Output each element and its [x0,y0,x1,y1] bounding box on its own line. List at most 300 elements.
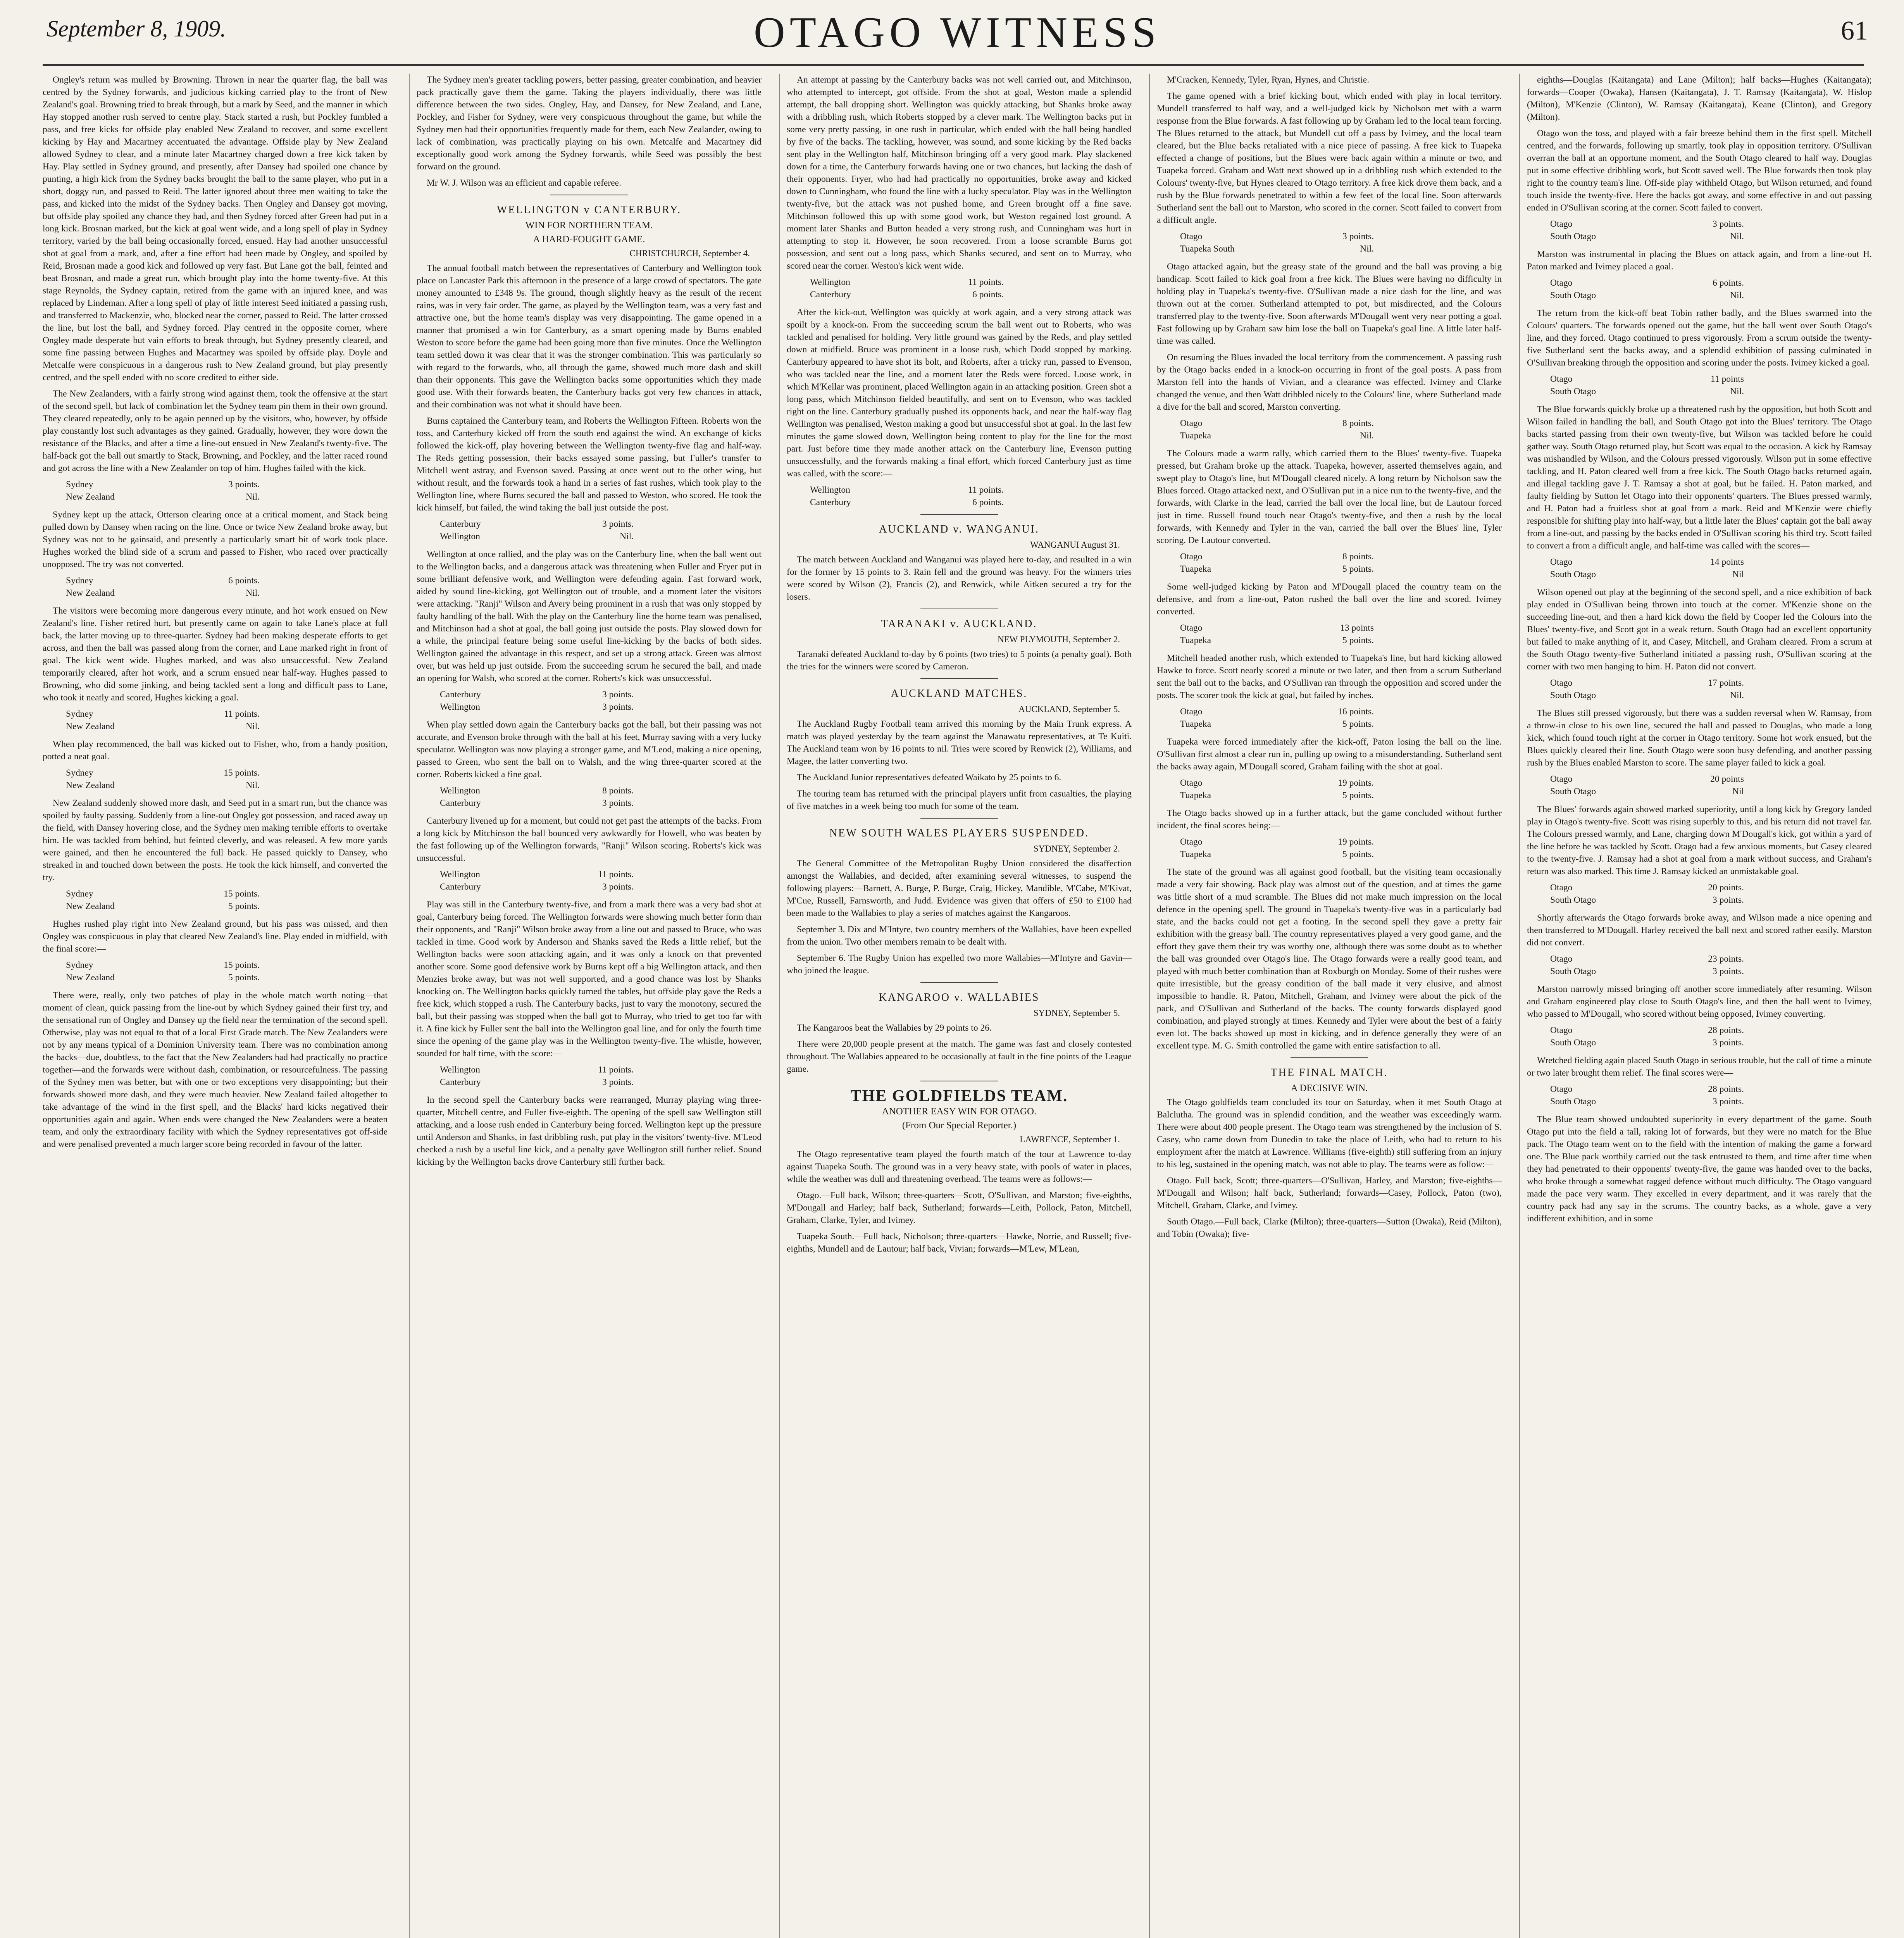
article-paragraph: The Otago goldfields team concluded its tour on Saturday, when it met South Otago at Balclutha. The ground was in splendid condition, and the weather was exceedingly warm. There were about 400 people present. The Otago team was strengthened by the inclusion of S. Casey, who came down from Dunedin to take the place of Leith, who had to return to his employment after the match at Lawrence. Williams (five-eighth) still suffering from an injury to his leg, sustained in the opening match, was not able to play. The teams were as follow:— [1157,1097,1502,1169]
column-divider [1149,74,1150,1938]
team-score: Nil. [1360,431,1374,441]
article-paragraph: September 6. The Rugby Union has expelled two more Wallabies—M'Intyre and Gavin—who joined the league. [787,953,1132,976]
score-row [66,779,260,791]
team-score: Nil. [246,721,260,731]
article-paragraph: The annual football match between the representatives of Canterbury and Wellington took place on Lancaster Park this afternoon in the presence of a large crowd of spectators. The gate money amounted to £348 9s. The ground, though slightly heavy as the result of the recent rains, was in very fair order. The game, as played by the Wellington team, was a very fast and attractive one, but the home team's display was very disappointing. The game opened in a manner that promised a win for Canterbury, as a smart opening made by Burns enabled Weston to score before the game had been going more than five minutes. Once the Wellington team settled down it was clear that it was the stronger combination. This was particularly so with regard to the forwards, who, all through the game, showed much more dash and skill than their opponents. This gave the Wellington backs some opportunities which they made good use. With their forwards beaten, the Canterbury backs got very few chances in attack, and their combination was not what it should have been. [417,263,762,410]
column-divider [1519,74,1520,1938]
score-table [66,959,388,984]
team-name: Otago [1550,883,1573,893]
dateline: SYDNEY, September 2. [1033,844,1120,853]
score-table [1550,1083,1872,1108]
section-heading: KANGAROO v. WALLABIES [879,991,1040,1003]
score-row [66,574,260,587]
score-row [1550,1024,1744,1036]
team-score: 3 points. [602,702,634,712]
section-heading: (From Our Special Reporter.) [902,1120,1017,1131]
column-4 [1157,74,1502,1938]
article-paragraph: The state of the ground was all against good football, but the visiting team occasionally made a very fair showing. Back play was almost out of the question, and at times the game was little short of a mud scramble. The Blues did not make much impression on the local defence in the opening spell. The ground in Tuapeka's twenty-five was in a particularly bad state, and the backs could not get a footing. In the second spell they gave a pretty fair exhibition with the greasy ball. The country representatives played a very good game, and the effort they gave them their try was worthy one, although there was some doubt as to whether the ball was grounded over Otago's line. The Otago forwards were a really good team, and played with much better combination than at Roxburgh on Monday. Some of their rushes were quite irresistible, but the greasy condition of the ball made it very elusive, and almost impossible to handle. R. Paton, Mitchell, Graham, and Ivimey were about the pick of the pack, and O'Sullivan and Sutherland of the backs. The county forwards displayed good combination, and played strongly at times. Kennedy and Tyler were about the best of a fairly even lot. The backs showed up most in kicking, and in defence generally they were of an excellent type. M. G. Smith controlled the game with entire satisfaction to all. [1157,867,1502,1051]
team-name: Canterbury [440,519,481,529]
section-rule [1291,1057,1368,1058]
team-score: 6 points. [972,290,1004,300]
team-name: Otago [1550,557,1573,567]
section-heading: THE GOLDFIELDS TEAM. [850,1087,1068,1105]
article-paragraph: Play was still in the Canterbury twenty-five, and from a mark there was a very bad shot at goal, Canterbury being forced. The Wellington forwards were showing much better form than their opponents, and "Ranji" Wilson broke away from a line out and passed to Bruce, who was tackled in time. Good work by Anderson and Shanks saved the Reds a little relief, but the Wellington backs were soon attacking again, and it was only a knock on that prevented another score. Some good defensive work by Burns kept off a big Wellington attack, and then Menzies broke away, but was not well supported, and a good chance was lost by Shanks knocking on. The Wellington backs quickly turned the tables, but offside play gave the Reds a free kick, which stopped a rush. The Canterbury backs, just to vary the monotony, secured the ball, but their passing was stopped when the ball got to Murray, who tried to get too far with it. A fine kick by Fuller sent the ball into the Wellington goal line, and for only the fourth time since the opening of the game play was in the Wellington twenty-five. The whistle, however, sounded for half time, with the score:— [417,900,762,1059]
column-1 [43,74,388,1938]
team-score: 3 points. [1713,966,1744,976]
team-score: 5 points. [1342,849,1374,859]
team-name: Canterbury [440,882,481,892]
team-name: South Otago [1550,895,1596,905]
team-name: Sydney [66,960,93,970]
article-paragraph: The Otago representative team played the fourth match of the tour at Lawrence to-day against Tuapeka South. The ground was in a very heavy state, with pools of water in places, while the weather was dull and threatening overhead. The teams were as follows:— [787,1149,1132,1184]
team-name: Tuapeka [1180,564,1211,574]
team-name: Wellington [440,1065,480,1075]
team-name: New Zealand [66,780,115,790]
article-paragraph: Mr W. J. Wilson was an efficient and capable referee. [427,178,621,188]
score-row [1180,777,1374,789]
team-name: Sydney [66,889,93,899]
team-score: Nil. [1730,290,1744,300]
team-score: 15 points. [224,768,260,778]
team-score: 3 points. [602,690,634,700]
team-score: 20 points. [1708,883,1744,893]
dateline: AUCKLAND, September 5. [1018,704,1120,714]
dateline: SYDNEY, September 5. [1033,1008,1120,1018]
score-table [66,478,388,503]
team-score: 8 points. [602,786,634,796]
article-paragraph: The Blue forwards quickly broke up a threatened rush by the opposition, but both Scott and Wilson failed in handling the ball, and South Otago got into the Blues' territory. The Otago backs started passing from their own twenty-five, but Wilson was tackled before he could gather way. South Otago returned play, but Scott was equal to the occasion. A kick by Ramsay was mishandled by Wilson, and the Colours pressed vigorously. Wilson put in some effective tackling, and H. Paton cleared well from a free kick. The South Otago backs returned again, and illegal tackling gave J. T. Ramsay a shot at goal, but he failed. H. Paton marked, and faulty fielding by Sutton let Otago into their opponents' quarters. The Blues pressed warmly, and H. Paton had a fruitless shot at goal from a mark. Reid and M'Kenzie were chiefly responsible for shifting play into half-way, but a little later the Blues' captain got the ball away from a line-out, and passing by the backs ended in O'Sullivan scoring his third try. Scott failed to convert a from a difficult angle, and half-time was called with the scores— [1527,404,1872,551]
team-score: 11 points. [598,869,634,879]
score-row [810,496,1004,509]
score-row [1180,417,1374,429]
section-heading: AUCKLAND MATCHES. [891,688,1028,700]
article-paragraph: The return from the kick-off beat Tobin rather badly, and the Blues swarmed into the Colours' quarters. The forwards opened out the game, but the ball went over South Otago's line, and they forced. Otago continued to press vigorously. From a scrum outside the twenty-five Sutherland sent the backs away, and a splendid exhibition of passing culminated in O'Sullivan breaking through the opposition and scoring under the posts. Ivimey kicked a goal. [1527,308,1872,368]
team-name: Otago [1180,552,1203,562]
section-heading: TARANAKI v. AUCKLAND. [881,618,1037,630]
score-row [440,1076,634,1088]
article-paragraph: The Colours made a warm rally, which carried them to the Blues' twenty-five. Tuapeka pressed, but Graham broke up the attack. Tuapeka, however, asserted themselves again, and swept play to Otago's line, but M'Dougall cleared nicely. A long return by Nicholson saw the Blues forced. Otago attacked next, and O'Sullivan put in a nice run to the twenty-five, and the forwards, with Clarke in the lead, carried the ball over the local line, but de Lautour forced just in time. Russell found touch near Otago's twenty-five, and then a rush by the local forwards, with Kennedy and Tyler in the van, carried the ball over the Blues' line, Tyler scoring. De Lautour converted. [1157,448,1502,545]
team-name: Tuapeka [1180,790,1211,800]
team-name: Otago [1550,219,1573,229]
score-table [1550,277,1872,302]
article-paragraph: An attempt at passing by the Canterbury backs was not well carried out, and Mitchinson, who attempted to intercept, got offside. From the shot at goal, Weston made a splendid attempt, the ball dropping short. Wellington was quickly attacking, but Shanks broke away with a dribbling rush, which Roberts stopped by a clever mark. The Wellington backs put in some very pretty passing, in one rush in particular, which ended with the ball being handled by five of the backs. The tackling, however, was sound, and some kicking by the Red backs sent play in the Wellington half, Mitchinson bringing off a very good mark. Play slackened down for a time, the Canterbury forwards having one or two chances, but lacking the dash of their opponents. Fryer, who had had practically no opportunities, broke away and kicked down to Cunningham, who found the line with a lucky speculator. Play was in the Wellington twenty-five, but the attack was not pushed home, and Green brought off a fine save. Mitchinson followed this up with some good work, but Weston regained lost ground. A moment later Shanks and Button headed a very strong rush, and Cunningham was hurt in attempting to stop it. However, he soon recovered. From a loose scramble Burns got possession, and sent out a long pass, which Shanks secured, and sent on to Murray, who scored near the corner. Weston's kick went wide. [787,75,1132,271]
score-table [1180,777,1502,802]
article-paragraph: After the kick-out, Wellington was quickly at work again, and a very strong attack was spoilt by a knock-on. From the succeeding scrum the ball went out to Roberts, who was tackled and penalised for holding. Very little ground was gained by the Reds, and play settled down at midfield. Bruce was prominent in a loose rush, which Dodd stopped by marking. Canterbury appeared to have shot its bolt, and Roberts, after a tricky run, passed to Evenson, who was tackled near the line, and a moment later the Reds were forced. Loose work, in which M'Kellar was prominent, placed Wellington again in an attacking position. Green shot a long pass, which Mitchinson fielded beautifully, and sent on to Evenson, who was tackled right on the line. Canterbury gradually pushed its opponents back, and near the half-way flag Wellington was penalised, Weston making a good but unsuccessful shot at goal. In the last few minutes the game slowed down, Wellington being content to play for the line for the most part. Just before time they made another attack on the Canterbury line, Evenson putting unsuccessfully, and the forwards making a final effort, which forced Canterbury just as time was called, with the score:— [787,307,1132,479]
team-name: Tuapeka [1180,719,1211,729]
team-score: 15 points. [224,960,260,970]
score-table [66,708,388,733]
score-row [66,900,260,912]
article-paragraph: The Auckland Rugby Football team arrived this morning by the Main Trunk express. A match was played yesterday by the team against the Manawatu representatives, at Te Kuiti. The Auckland team won by 16 points to nil. Tries were scored by Renwick (2), Williams, and Magee, the latter converting two. [787,719,1132,766]
score-table [1550,881,1872,906]
team-name: New Zealand [66,492,115,502]
section-heading: WIN FOR NORTHERN TEAM. [525,220,653,231]
article-paragraph: The Otago backs showed up in a further attack, but the game concluded without further incident, the final scores being:— [1157,808,1502,831]
team-score: 5 points. [1342,635,1374,645]
score-row [66,971,260,984]
team-score: 23 points. [1708,954,1744,964]
team-name: Otago [1180,623,1203,633]
score-table [1550,373,1872,398]
team-score: Nil. [1730,231,1744,241]
score-row [1550,373,1744,385]
team-name: South Otago [1550,690,1596,700]
score-table [440,1064,762,1088]
article-paragraph: The Kangaroos beat the Wallabies by 29 points to 26. [797,1023,992,1033]
team-score: 3 points. [602,519,634,529]
score-table [1550,677,1872,702]
article-paragraph: Wretched fielding again placed South Otago in serious trouble, but the call of time a minute or two later brought them relief. The final scores were— [1527,1055,1872,1078]
score-row [440,785,634,797]
score-table [810,484,1132,509]
team-name: Otago [1180,837,1203,847]
score-row [1550,385,1744,398]
team-score: 15 points. [224,889,260,899]
team-score: Nil. [246,780,260,790]
score-row [66,888,260,900]
article-paragraph: Mitchell headed another rush, which extended to Tuapeka's line, but hard kicking allowed Hawke to force. Scott nearly scored a minute or two later, and then from a scrum Sutherland sent the ball out to the backs, and O'Sullivan ran through the opposition and scored under the posts. The scorer took the kick at goal, but failed by inches. [1157,653,1502,700]
article-paragraph: Shortly afterwards the Otago forwards broke away, and Wilson made a nice opening and then transferred to M'Dougall. Harley received the ball next and scored rather easily. Marston did not convert. [1527,913,1872,948]
team-score: 3 points. [1342,231,1374,241]
team-score: 16 points. [1338,707,1374,717]
score-row [66,767,260,779]
score-row [810,276,1004,288]
section-heading: AUCKLAND v. WANGANUI. [879,523,1039,535]
article-paragraph: New Zealand suddenly showed more dash, and Seed put in a smart run, but the chance was spoiled by faulty passing. Suddenly from a line-out Ongley got possession, and raced away up the field, with Dansey hovering close, and the Sydney men making terrible efforts to overtake him. He was tackled from behind, but feinted cleverly, and was released. A few more yards were gained, and then he encountered the full back. He passed quickly to Dansey, who streaked in and touched down between the posts. He took the kick himself, and converted the try. [43,798,388,883]
team-score: Nil [1732,786,1744,797]
article-paragraph: Otago won the toss, and played with a fair breeze behind them in the first spell. Mitchell centred, and the forwards, following up smartly, took play in opposition territory. O'Sullivan overran the ball at an opportune moment, and the South Otago cleared to half way. Douglas put in some effective dribbling work, but Scott saved well. The Blue forwards then took play right to the country team's line. Off-side play withheld Otago, but Wilson returned, and found touch inside the twenty-five. Here the backs got away, and some effective in and out passing ended in O'Sullivan scoring at the corner. Scott failed to convert. [1527,128,1872,213]
article-paragraph: Tuapeka were forced immediately after the kick-off, Paton losing the ball on the line. O'Sullivan first almost a clear run in, pulling up owing to a misunderstanding. Sutherland sent the backs away again, M'Dougall scored, Graham failing with the shot at goal. [1157,737,1502,772]
section-heading: WELLINGTON v CANTERBURY. [496,204,682,216]
score-table [810,276,1132,301]
article-paragraph: When play recommenced, the ball was kicked out to Fisher, who, from a handy position, potted a neat goal. [43,739,388,762]
section-rule [920,678,998,679]
team-score: 6 points. [972,497,1004,507]
team-score: 5 points. [1342,790,1374,800]
score-table [1180,230,1502,255]
score-row [66,478,260,491]
team-name: Wellington [440,531,480,541]
score-row [440,797,634,809]
team-name: Canterbury [440,798,481,808]
team-name: Otago [1550,954,1573,964]
article-paragraph: The touring team has returned with the principal players unfit from casualties, the playing of five matches in a week being too much for some of the team. [787,789,1132,811]
team-name: Wellington [440,702,480,712]
score-table [1180,836,1502,860]
article-paragraph: Marston narrowly missed bringing off another score immediately after resuming. Wilson and Graham engineered play close to South Otago's line, and then the ball went to Ivimey, who passed to M'Dougall, who scored without being opposed, Ivimey converting. [1527,984,1872,1019]
score-row [1550,556,1744,568]
score-row [1180,705,1374,718]
score-table [1550,953,1872,978]
dateline: LAWRENCE, September 1. [1020,1135,1120,1144]
score-table [1180,622,1502,647]
team-score: 11 points. [968,277,1004,287]
score-row [1550,953,1744,965]
team-name: Wellington [440,786,480,796]
team-score: 11 points. [968,485,1004,495]
score-table [1550,218,1872,243]
team-score: 6 points. [1713,278,1744,288]
article-paragraph: The Blues still pressed vigorously, but there was a sudden reversal when W. Ramsay, from a throw-in close to his own line, secured the ball and passed to Douglas, who made a long kick, which found touch right at the corner in Otago territory. Some hot work ensued, but the Blues quickly cleared their line. South Otago were soon busy defending, and another passing rush by the Blues enabled Marston to score. The same player failed to kick a goal. [1527,708,1872,768]
section-rule [920,982,998,983]
dateline: CHRISTCHURCH, September 4. [629,248,750,258]
article-paragraph: Taranaki defeated Auckland to-day by 6 points (two tries) to 5 points (a penalty goal). Both the tries for the winners were scored by Cameron. [787,649,1132,672]
article-paragraph: In the second spell the Canterbury backs were rearranged, Murray playing wing three-quarter, Mitchell centre, and Fuller five-eighth. The opening of the spell saw Wellington still attacking, and a loose rush ended in Canterbury being forced. Wellington kept up the pressure until Anderson and Shanks, in fast dribbling rush, put play in the visitors' twenty-five. M'Leod checked a rush by a useful line kick, and a penalty gave Wellington still further relief. Sound kicking by the Wellington backs drove Canterbury still further back. [417,1095,762,1167]
article-paragraph: The Auckland Junior representatives defeated Waikato by 25 points to 6. [797,772,1061,783]
team-name: Tuapeka [1180,431,1211,441]
column-5 [1527,74,1872,1938]
team-score: 8 points. [1342,418,1374,428]
article-paragraph: The visitors were becoming more dangerous every minute, and hot work ensued on New Zealand's line. Fisher retired hurt, but presently came on again to take Lane's place at full back, the latter moving up to three-quarter. Sydney had been making desperate efforts to get across, and then the ball was passed along from the corner, and Lane marked right in front of goal. The kick went wide. Hughes marked, and was also unsuccessful. New Zealand temporarily cleared, after hot work, and a scrum ensued near half-way. Hughes passed to Browning, who did some jinking, and being tackled sent a long and difficult pass to Lane, who took it neatly and scored, Hughes kicking a goal. [43,606,388,703]
team-name: Tuapeka South [1180,244,1235,254]
score-row [1180,243,1374,255]
article-paragraph: On resuming the Blues invaded the local territory from the commencement. A passing rush by the Otago backs ended in a knock-on occurring in front of the goal posts. A pass from Marston fell into the hands of Vivian, and a clearance was effected. Ivimey and Clarke changed the venue, and then Watt dribbled nicely to the Colours' line, where Sutherland made a dive for the ball and scored, Marston converting. [1157,352,1502,412]
article-paragraph: Sydney kept up the attack, Otterson clearing once at a critical moment, and Stack being pulled down by Dansey when racing on the line. Once or twice New Zealand broke away, but Sydney was not to be gainsaid, and presently a particularly smart bit of work took place. Hughes worked the blind side of a scrum and passed to Fisher, who raced over practically unopposed. The try was not converted. [43,510,388,569]
score-row [1550,277,1744,289]
masthead-title: OTAGO WITNESS [753,9,1161,57]
team-score: 13 points [1340,623,1374,633]
score-table [1180,550,1502,575]
column-divider [779,74,780,1938]
column-2 [417,74,762,1938]
team-name: Canterbury [440,1077,481,1087]
score-row [1550,785,1744,798]
article-paragraph: There were, really, only two patches of play in the whole match worth noting—that moment of clean, quick passing from the line-out by which Sydney gained their first try, and the sensational run of Ongley and Dansey up the field near the termination of the second spell. Otherwise, play was not equal to that of a local First Grade match. The New Zealanders were not by any means typical of a Dominion University team. There was no combination among the backs—due, doubtless, to the fact that the New Zealanders had had practically no practice together—and the forwards were without dash, combination, or resourcefulness. The passing of the Sydney men was better, but with one or two exceptions very disappointing; but their forwards showed more dash, and they were much heavier. New Zealand failed altogether to take advantage of the wind in the first spell, and the Blacks' hard kicks negatived their opportunities again and again. When ends were changed the New Zealanders were a beaten team, and only the extraordinary facility with which the Sydney representatives got off-side and were penalised prevented a much larger score being recorded in favour of the latter. [43,990,388,1149]
article-paragraph: South Otago.—Full back, Clarke (Milton); three-quarters—Sutton (Owaka), Reid (Milton), and Tobin (Owaka); five- [1157,1217,1502,1239]
score-row [66,708,260,720]
score-table [440,688,762,713]
score-row [440,530,634,543]
score-row [440,701,634,713]
score-row [440,518,634,530]
team-score: 11 points [1711,374,1744,384]
team-name: Otago [1550,1025,1573,1035]
team-name: South Otago [1550,569,1596,579]
score-row [1550,965,1744,978]
team-score: 8 points. [1342,552,1374,562]
score-row [1550,677,1744,689]
dateline: NEW PLYMOUTH, September 2. [997,635,1120,644]
article-paragraph: There were 20,000 people present at the match. The game was fast and closely contested throughout. The Wallabies appeared to be occasionally at fault in the fine points of the League game. [787,1039,1132,1074]
team-name: Otago [1180,707,1203,717]
team-name: Otago [1180,418,1203,428]
score-row [1180,563,1374,575]
score-row [440,881,634,893]
team-name: New Zealand [66,972,115,983]
article-paragraph: M'Cracken, Kennedy, Tyler, Ryan, Hynes, and Christie. [1167,75,1370,85]
team-name: Wellington [810,277,850,287]
team-name: Otago [1550,374,1573,384]
article-paragraph: Canterbury livened up for a moment, but could not get past the attempts of the backs. From a long kick by Mitchinson the ball bounced very awkwardly for Howell, who was beaten by the fast following up of the Wellington forwards, "Ranji" Wilson scoring. Roberts's kick was unsuccessful. [417,816,762,863]
team-name: South Otago [1550,1097,1596,1107]
score-table [440,868,762,893]
team-name: Canterbury [810,290,851,300]
score-row [1180,550,1374,563]
score-row [1550,773,1744,785]
score-row [440,868,634,881]
score-row [1550,894,1744,906]
score-row [1550,289,1744,302]
score-row [1550,568,1744,581]
team-score: 5 points. [228,972,260,983]
score-row [1550,881,1744,894]
team-score: 19 points. [1338,778,1374,788]
article-paragraph: The Blues' forwards again showed marked superiority, until a long kick by Gregory landed play in Otago's twenty-five. Scott was rising superbly to this, and his return did not travel far. The Colours pressed warmly, and Lane, charging down M'Dougall's kick, got within a yard of the line before he was tackled by Scott. Otago had a few anxious moments, but Casey cleared to the twenty-five. J. Ramsay had a shot at goal from a mark without success, and Graham's return was also marked. This time J. Ramsay kicked an unmistakable goal. [1527,804,1872,876]
team-name: South Otago [1550,231,1596,241]
team-score: 20 points [1710,774,1744,784]
page-number: 61 [1841,16,1868,46]
score-row [66,720,260,733]
article-paragraph: eighths—Douglas (Kaitangata) and Lane (Milton); half backs—Hughes (Kaitangata); forwards—Cooper (Owaka), Hansen (Kaitangata), J. T. Ramsay (Kaitangata), W. Hislop (Milton), M'Kenzie (Clinton), W. Ramsay (Kaitangata), Keane (Clinton), and Gregory (Milton). [1527,75,1872,122]
team-name: South Otago [1550,386,1596,397]
team-name: New Zealand [66,721,115,731]
team-score: 3 points. [602,882,634,892]
score-table [1550,1024,1872,1049]
team-score: 3 points. [228,479,260,490]
team-score: 3 points. [1713,219,1744,229]
score-row [1180,634,1374,647]
team-name: South Otago [1550,786,1596,797]
score-row [1180,848,1374,860]
team-score: 17 points. [1708,678,1744,688]
team-name: Sydney [66,576,93,586]
team-name: South Otago [1550,966,1596,976]
team-score: Nil. [246,588,260,598]
team-name: Otago [1550,774,1573,784]
article-paragraph: The Blue team showed undoubted superiority in every department of the game. South Otago put into the field a tall, raking lot of forwards, but they were no match for the Blue pack. The Otago team went on to the field with the intention of making the game a forward one. The Blue pack worthily carried out the task entrusted to them, and time after time when they had penetrated to their opponents' twenty-five, the game was handed over to the backs, who broke through a somewhat ragged defence without much difficulty. The Otago vanguard made the pace very warm. They excelled in every department, and it was rarely that the country pack had any say in the scrums. The country backs, as a whole, gave a very indifferent exhibition, and in some [1527,1114,1872,1224]
score-row [1180,230,1374,243]
article-paragraph: Hughes rushed play right into New Zealand ground, but his pass was missed, and then Ongley was conspicuous in play that cleared New Zealand's line. Play ended in midfield, with the final score:— [43,919,388,954]
article-paragraph: Otago attacked again, but the greasy state of the ground and the ball was proving a big handicap. Scott failed to kick goal from a free kick. The Blues were having no difficulty in holding play in Tuapeka's twenty-five. O'Sullivan made a nice dash for the line, and was thrown out at the corner. Sutherland attempted to pot, but misdirected, and the Colours transferred play to the twenty-five. Soon afterwards M'Dougall went very near potting a goal. Fast following up by Graham saw him lose the ball on Tuapeka's goal line. A little later half-time was called. [1157,262,1502,346]
article-paragraph: Otago. Full back, Scott; three-quarters—O'Sullivan, Harley, and Marston; five-eighths—M'Dougall and Wilson; half back, Sutherland; forwards—Casey, Pollock, Paton (two), Mitchell, Graham, Clarke, and Ivimey. [1157,1176,1502,1210]
team-score: 3 points. [1713,1097,1744,1107]
team-score: 3 points. [1713,1038,1744,1048]
score-table [66,767,388,791]
score-table [1550,556,1872,581]
article-paragraph: The game opened with a brief kicking bout, which ended with play in local territory. Mundell transferred to half way, and a well-judged kick by Nicholson met with a warm response from the Blue forwards. A fast following up by Graham led to the local team forcing. The Blues returned to the attack, but Mundell cut off a pass by Ivimey, and the local team cleared, but the Blue backs retaliated with a nice piece of passing. A free kick to Tuapeka effected a change of positions, but the Blues were back again within a minute or two, and Tuapeka forced. Graham and Watt next showed up in a dribbling rush which extended to the Colours' twenty-five, but Hynes cleared to Otago territory. A free kick drove them back, and a rush by the Blue forwards penetrated to within a few feet of the local line. Soon afterwards Sutherland sent the ball out to Marston, who scored in the corner. Scott failed to convert from a difficult angle. [1157,91,1502,225]
score-row [66,959,260,971]
article-paragraph: Burns captained the Canterbury team, and Roberts the Wellington Fifteen. Roberts won the toss, and Canterbury kicked off from the south end against the wind. An exchange of kicks followed the kick-off, play hovering between the Wellington twenty-five flag and half-way. The Reds getting possession, their backs essayed some passing, but Fuller's transfer to Mitchell went astray, and Evenson saved. Passing at once went out to the other wing, but without result, and the forwards took a hand in a series of fast rushes, which took play to the Wellington line, where Burns secured the ball and passed to Weston, who scored. He took the kick himself, but failed, the wind taking the ball just outside the post. [417,416,762,513]
team-score: 3 points. [1713,895,1744,905]
team-name: Canterbury [810,497,851,507]
team-score: Nil. [1730,386,1744,397]
article-paragraph: The New Zealanders, with a fairly strong wind against them, took the offensive at the start of the second spell, but lack of combination let the Sydney team pin them in their own ground. They cleared repeatedly, only to be again penned up by the visitors, who, however, by offside play constantly lost such advantages as they gained. Gradually, however, they wore down the resistance of the Blacks, and after a time a line-out ensued in New Zealand's twenty-five. The half-back got the ball out smartly to Stack, Browning, and Pockley, and the latter raced round and got across the line with a New Zealander on top of him. Hughes failed with the kick. [43,389,388,473]
article-paragraph: Tuapeka South.—Full back, Nicholson; three-quarters—Hawke, Norrie, and Russell; five-eighths, Mundell and de Lautour; half back, Vivian; forwards—M'Lew, M'Lean, [787,1231,1132,1254]
team-score: 28 points. [1708,1025,1744,1035]
team-name: Otago [1180,231,1203,241]
score-table [440,518,762,543]
team-name: South Otago [1550,290,1596,300]
team-name: Tuapeka [1180,635,1211,645]
score-row [1550,1083,1744,1095]
score-row [1550,1095,1744,1108]
header-rule [43,64,1864,66]
article-paragraph: Ongley's return was mulled by Browning. Thrown in near the quarter flag, the ball was centred by the Sydney forwards, and judicious kicking carried play to the front of New Zealand's goal. Browning tried to break through, but a mark by Seed, and the manner in which Hay stopped another rush served to centre play. Stack started a rush, but Pockley fumbled a pass, and free kicks for offside play enabled New Zealand to recover, and some excellent kicking by Hay and Macartney accentuated the advantage. Offside play by New Zealand allowed Sydney to clear, and a minute later Macartney charged down a free kick taken by Hay. Play settled in Sydney ground, and presently, after Dansey had spoiled one chance by punting, a high kick from the Sydney backs brought the ball to the same player, who put in a short, doggy run, and passed to Reid. The latter ignored about three men waiting to take the pass, and kicked into the midst of the Sydney backs. Then Ongley and Dansey got moving, but offside play spoiled any chance they had, and then Sydney forced after Green had put in a long kick. Brosnan marked, but the kick at goal went wide, and a long spell of play in Sydney territory, varied by the ball being occasionally forced, ensued. Hay had another unsuccessful shot at goal from a mark, and, after a fine effort had been made by Ongley, and spoiled by Reid, Brosnan made a good kick and followed up very fast. But Lane got the ball, feinted and beat Brosnan, and made a great run, which brought play into the home twenty-five. At this stage Reynolds, the Sydney captain, retired from the game with an injured knee, and was replaced by Lindeman. After a long spell of play of little interest Seed initiated a passing rush, and transferred to Mackenzie, who, blocked near the corner, passed to Reid. The latter crossed the line, but lost the ball, and Sydney forced. Play centred in the opposite corner, where Ongley made desperate but vain efforts to break through, but Sydney presently cleared, and some fine passing between Hughes and Macartney was spoiled by offside play. Doyle and Metcalfe were conspicuous in a dangerous rush to New Zealand ground, but play presently centred, and the spell ended with no score credited to either side. [43,75,388,383]
team-score: 3 points. [602,1077,634,1087]
team-score: 11 points. [224,709,260,719]
article-paragraph: The Sydney men's greater tackling powers, better passing, greater combination, and heavier pack practically gave them the game. Taking the players individually, there was little difference between the two sides. Ongley, Hay, and Dansey, for New Zealand, and Lane, Pockley, and Fisher for Sydney, were very conspicuous throughout the game, but while the Sydney men had their opportunities frequently made for them, each New Zealander, owing to lack of combination, was practically playing on his own. Metcalfe and Macartney did exceptionally good work among the Sydney forwards, while Seed was possibly the best forward on the ground. [417,75,762,172]
section-heading: ANOTHER EASY WIN FOR OTAGO. [882,1106,1037,1117]
section-heading: A HARD-FOUGHT GAME. [533,234,645,245]
score-row [1180,622,1374,634]
team-score: 14 points [1710,557,1744,567]
article-paragraph: The match between Auckland and Wanganui was played here to-day, and resulted in a win for the former by 15 points to 3. Rain fell and the ground was heavy. For the winners tries were scored by Wilson (2), Francis (2), and Renwick, while Aitken secured a try for the losers. [787,555,1132,602]
section-rule [920,818,998,819]
team-score: Nil. [620,531,634,541]
score-row [66,587,260,599]
team-score: 5 points. [1342,564,1374,574]
article-paragraph: Marston was instrumental in placing the Blues on attack again, and from a line-out H. Paton marked and Ivimey placed a goal. [1527,249,1872,272]
team-score: 11 points. [598,1065,634,1075]
team-name: Otago [1550,1084,1573,1094]
team-name: Otago [1180,778,1203,788]
team-name: Sydney [66,709,93,719]
score-table [1550,773,1872,798]
team-name: South Otago [1550,1038,1596,1048]
issue-date: September 8, 1909. [47,16,226,41]
team-score: 6 points. [228,576,260,586]
score-row [440,1064,634,1076]
team-score: 5 points. [228,901,260,911]
score-table [440,785,762,809]
team-name: Sydney [66,768,93,778]
article-paragraph: When play settled down again the Canterbury backs got the ball, but their passing was not accurate, and Evenson broke through with the ball at his feet, Murray saving with a very lucky speculator. Wellington was now playing a stronger game, and M'Leod, making a nice opening, passed to Green, who sent the ball on to Walsh, and the wing three-quarter scored at the corner. Roberts kicked a fine goal. [417,720,762,779]
team-name: Sydney [66,479,93,490]
article-paragraph: Otago.—Full back, Wilson; three-quarters—Scott, O'Sullivan, and Marston; five-eighths, M'Dougall and Harley; half back, Sutherland; forwards—Leith, Pollock, Paton, Mitchell, Graham, Clarke, Tyler, and Ivimey. [787,1190,1132,1225]
team-name: Otago [1550,678,1573,688]
score-row [1180,429,1374,442]
score-row [1550,218,1744,230]
score-row [1180,789,1374,802]
team-name: Wellington [440,869,480,879]
team-score: Nil. [246,492,260,502]
score-row [1180,718,1374,730]
score-table [66,574,388,599]
team-name: Wellington [810,485,850,495]
team-name: Canterbury [440,690,481,700]
section-heading: A DECISIVE WIN. [1291,1083,1368,1093]
team-score: 28 points. [1708,1084,1744,1094]
score-row [810,288,1004,301]
score-row [810,484,1004,496]
section-rule [920,514,998,515]
score-row [1550,230,1744,243]
section-heading: NEW SOUTH WALES PLAYERS SUSPENDED. [829,827,1089,839]
team-score: Nil [1732,569,1744,579]
score-table [66,888,388,912]
section-heading: THE FINAL MATCH. [1270,1067,1388,1079]
column-3 [787,74,1132,1938]
score-row [1180,836,1374,848]
team-name: New Zealand [66,901,115,911]
team-score: 19 points. [1338,837,1374,847]
article-paragraph: Some well-judged kicking by Paton and M'Dougall placed the country team on the defensive, and from a line-out, Paton rushed the ball over the line and scored. Ivimey converted. [1157,582,1502,617]
team-score: Nil. [1360,244,1374,254]
article-paragraph: The General Committee of the Metropolitan Rugby Union considered the disaffection amongst the Wallabies, and decided, after examining several witnesses, to suspend the following players:—Barnett, A. Burge, P. Burge, Craig, Hickey, Mandible, M'Cabe, M'Kivat, M'Cue, Russell, Farnsworth, and Judd. Evidence was given that offers of £50 to £100 had been made to the Wallabies to play a series of matches against the Kangaroos. [787,859,1132,918]
article-paragraph: September 3. Dix and M'Intyre, two country members of the Wallabies, have been expelled from the union. Two other members remain to be dealt with. [787,924,1132,947]
page-header [47,8,1868,66]
column-divider [409,74,410,1938]
score-row [1550,1036,1744,1049]
score-table [1180,417,1502,442]
score-row [1550,689,1744,702]
article-paragraph: Wilson opened out play at the beginning of the second spell, and a nice exhibition of back play ended in O'Sullivan being thrown into touch at the corner. M'Kenzie shone on the succeeding line-out, and then a hard kick down the field by Cooper led the Colours into the Blues' twenty-five, and Scott got in a weak return. South Otago had an excellent opportunity but failed to make anything of it, and Casey, Mitchell, and Graham cleared. From a scrum at the South Otago twenty-five Sutherland initiated a passing rush, O'Sullivan scoring at the corner with two men hanging to him. H. Paton did not convert. [1527,587,1872,672]
team-name: Tuapeka [1180,849,1211,859]
score-table [1180,705,1502,730]
team-score: 5 points. [1342,719,1374,729]
team-score: Nil. [1730,690,1744,700]
dateline: WANGANUI August 31. [1030,540,1120,550]
